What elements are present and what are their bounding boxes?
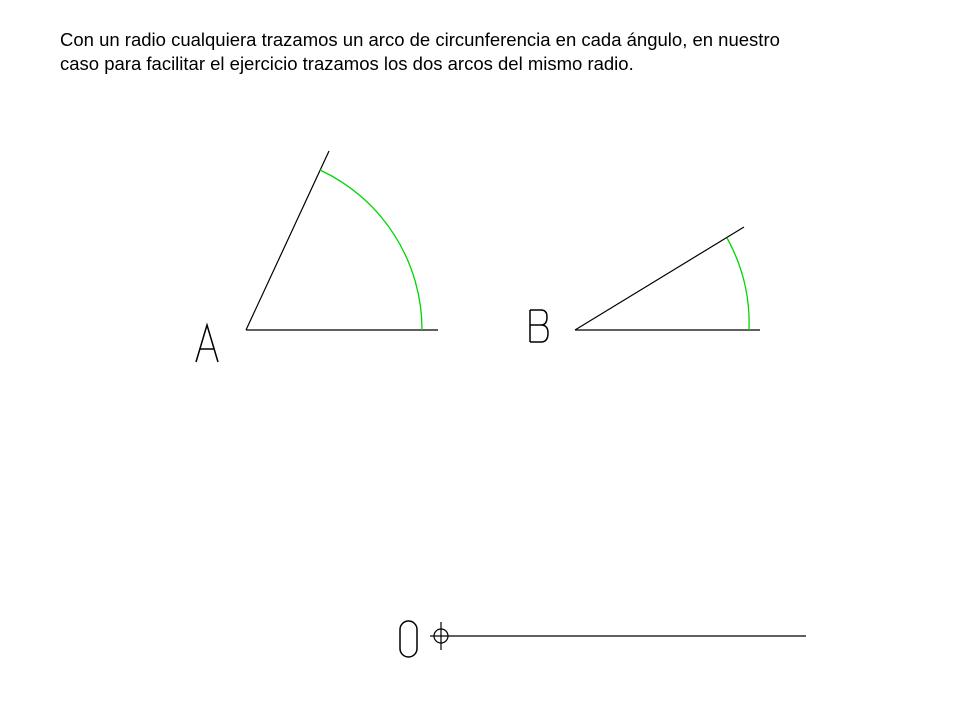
angle-a-oblique-ray bbox=[246, 151, 329, 330]
angle-a bbox=[196, 151, 438, 362]
angle-a-arc bbox=[320, 170, 422, 330]
angle-a-letter bbox=[196, 325, 218, 362]
point-o-letter bbox=[400, 621, 417, 657]
angle-b-letter bbox=[530, 310, 548, 342]
angle-b-arc bbox=[727, 238, 749, 330]
instruction-line-1: Con un radio cualquiera trazamos un arco de circunferencia en cada ángulo, en nuestro bbox=[60, 29, 780, 50]
angle-b bbox=[530, 227, 760, 342]
angle-b-oblique-ray bbox=[575, 227, 744, 330]
instruction-line-2: caso para facilitar el ejercicio trazamos los dos arcos del mismo radio. bbox=[60, 53, 634, 74]
construction-base bbox=[400, 621, 806, 657]
